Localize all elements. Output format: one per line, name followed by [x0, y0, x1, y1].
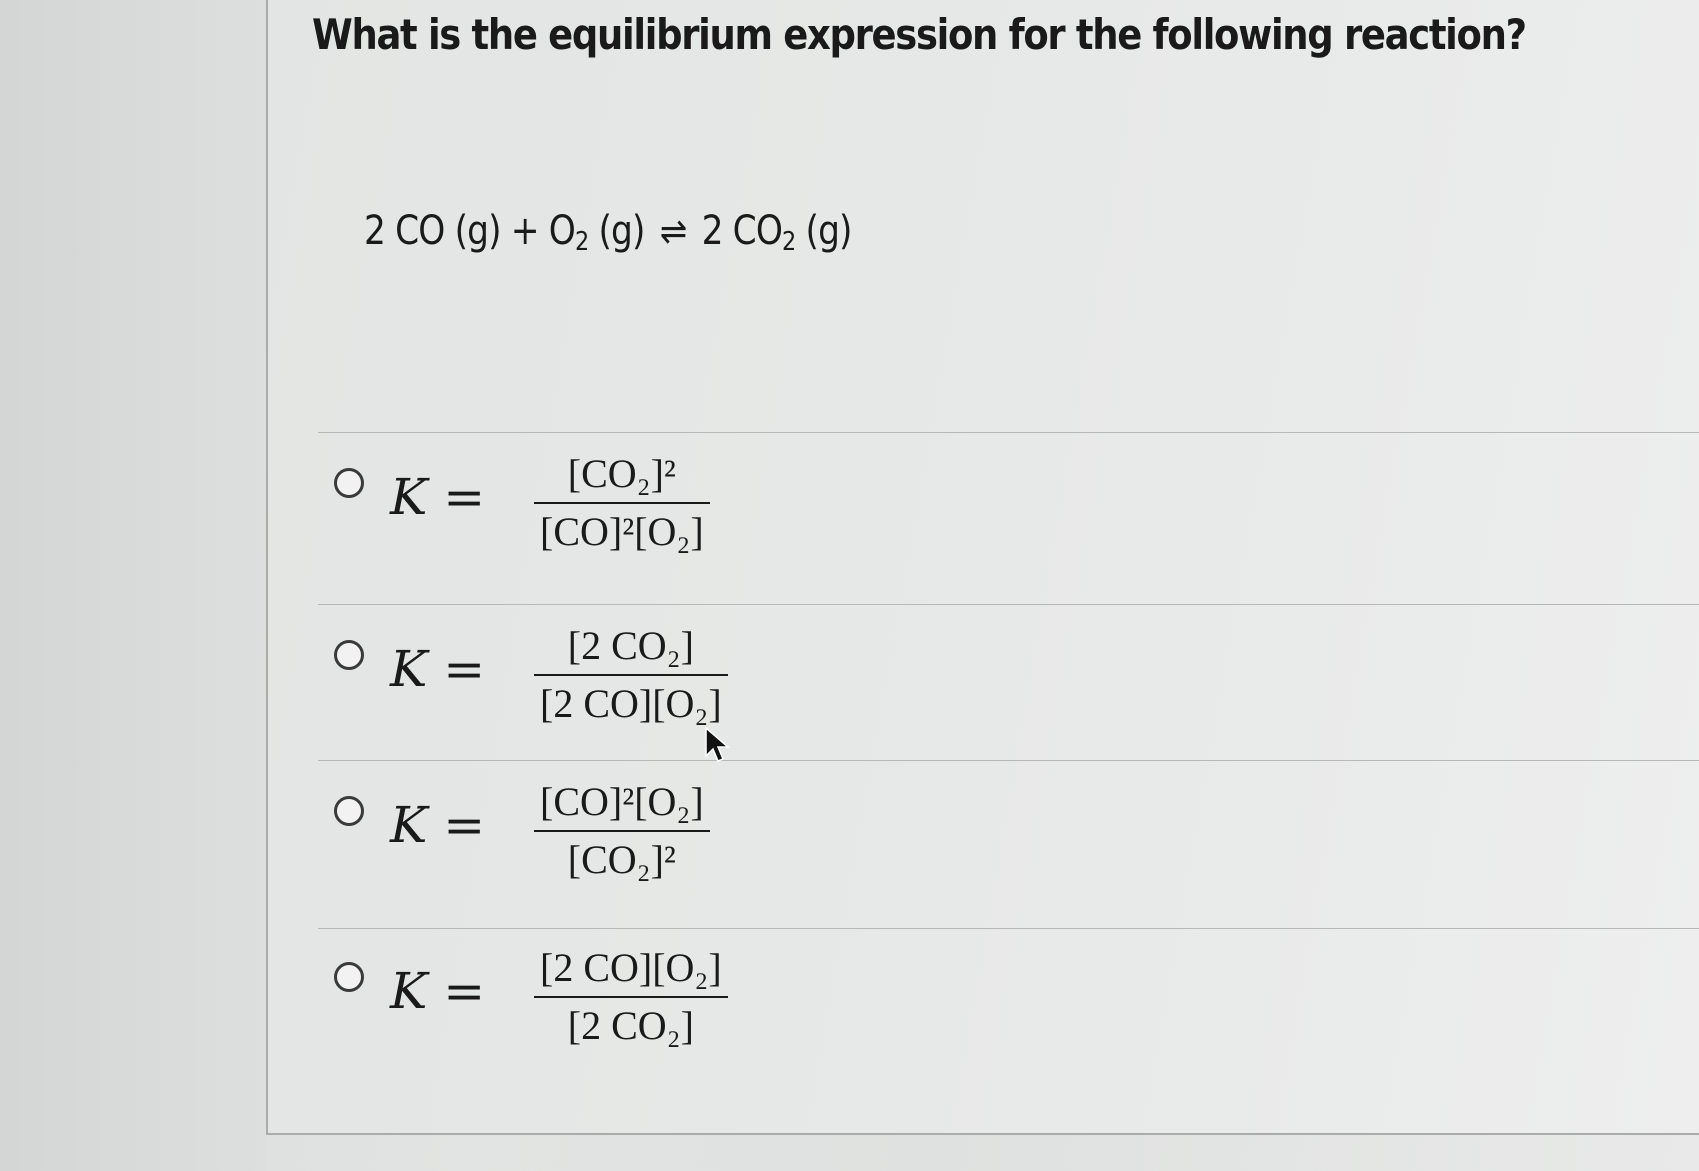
numerator: [2 CO][O₂]	[540, 945, 722, 990]
equilibrium-arrow: ⇌	[659, 209, 687, 253]
radio-circle-icon[interactable]	[334, 962, 364, 992]
answer-option-4[interactable]	[334, 944, 934, 1064]
denominator: [CO]²[O₂]	[540, 509, 704, 554]
fraction-bar	[534, 996, 728, 998]
numerator: [CO₂]²	[567, 451, 676, 496]
left-margin	[0, 0, 266, 1171]
k-symbol: K =	[390, 962, 486, 1020]
plus-sign: +	[510, 208, 539, 254]
divider	[318, 604, 1699, 605]
answer-option-3[interactable]	[334, 778, 934, 898]
divider	[318, 928, 1699, 929]
species-o2: $O_2$	[548, 208, 589, 257]
denominator: [2 CO][O₂]	[540, 681, 722, 726]
question-card	[266, 0, 1699, 1135]
numerator: [2 CO₂]	[567, 623, 694, 668]
fraction	[534, 450, 710, 556]
coefficient: 2	[364, 208, 386, 254]
question-text: What is the equilibrium expression for the following reaction?	[312, 10, 1526, 59]
numerator: [CO]²[O₂]	[540, 779, 704, 824]
fraction-bar	[534, 502, 710, 504]
answer-option-2[interactable]	[334, 622, 934, 742]
coefficient: 2	[701, 208, 723, 254]
fraction	[534, 944, 728, 1050]
state: (g)	[598, 208, 645, 254]
chemical-reaction	[364, 208, 852, 257]
fraction	[534, 622, 728, 728]
denominator: [CO₂]²	[567, 837, 676, 882]
radio-circle-icon[interactable]	[334, 796, 364, 826]
species-co2: $CO_2$	[732, 208, 796, 257]
state: (g)	[805, 208, 852, 254]
radio-circle-icon[interactable]	[334, 640, 364, 670]
fraction-bar	[534, 674, 728, 676]
fraction	[534, 778, 710, 884]
k-symbol: K =	[390, 468, 486, 526]
denominator: [2 CO₂]	[567, 1003, 694, 1048]
k-symbol: K =	[390, 796, 486, 854]
species-co: CO	[395, 208, 445, 254]
fraction-bar	[534, 830, 710, 832]
answer-option-1[interactable]	[334, 450, 934, 570]
radio-circle-icon[interactable]	[334, 468, 364, 498]
mouse-pointer-icon	[704, 726, 732, 766]
k-symbol: K =	[390, 640, 486, 698]
state: (g)	[454, 208, 501, 254]
divider	[318, 432, 1699, 433]
divider	[318, 760, 1699, 761]
